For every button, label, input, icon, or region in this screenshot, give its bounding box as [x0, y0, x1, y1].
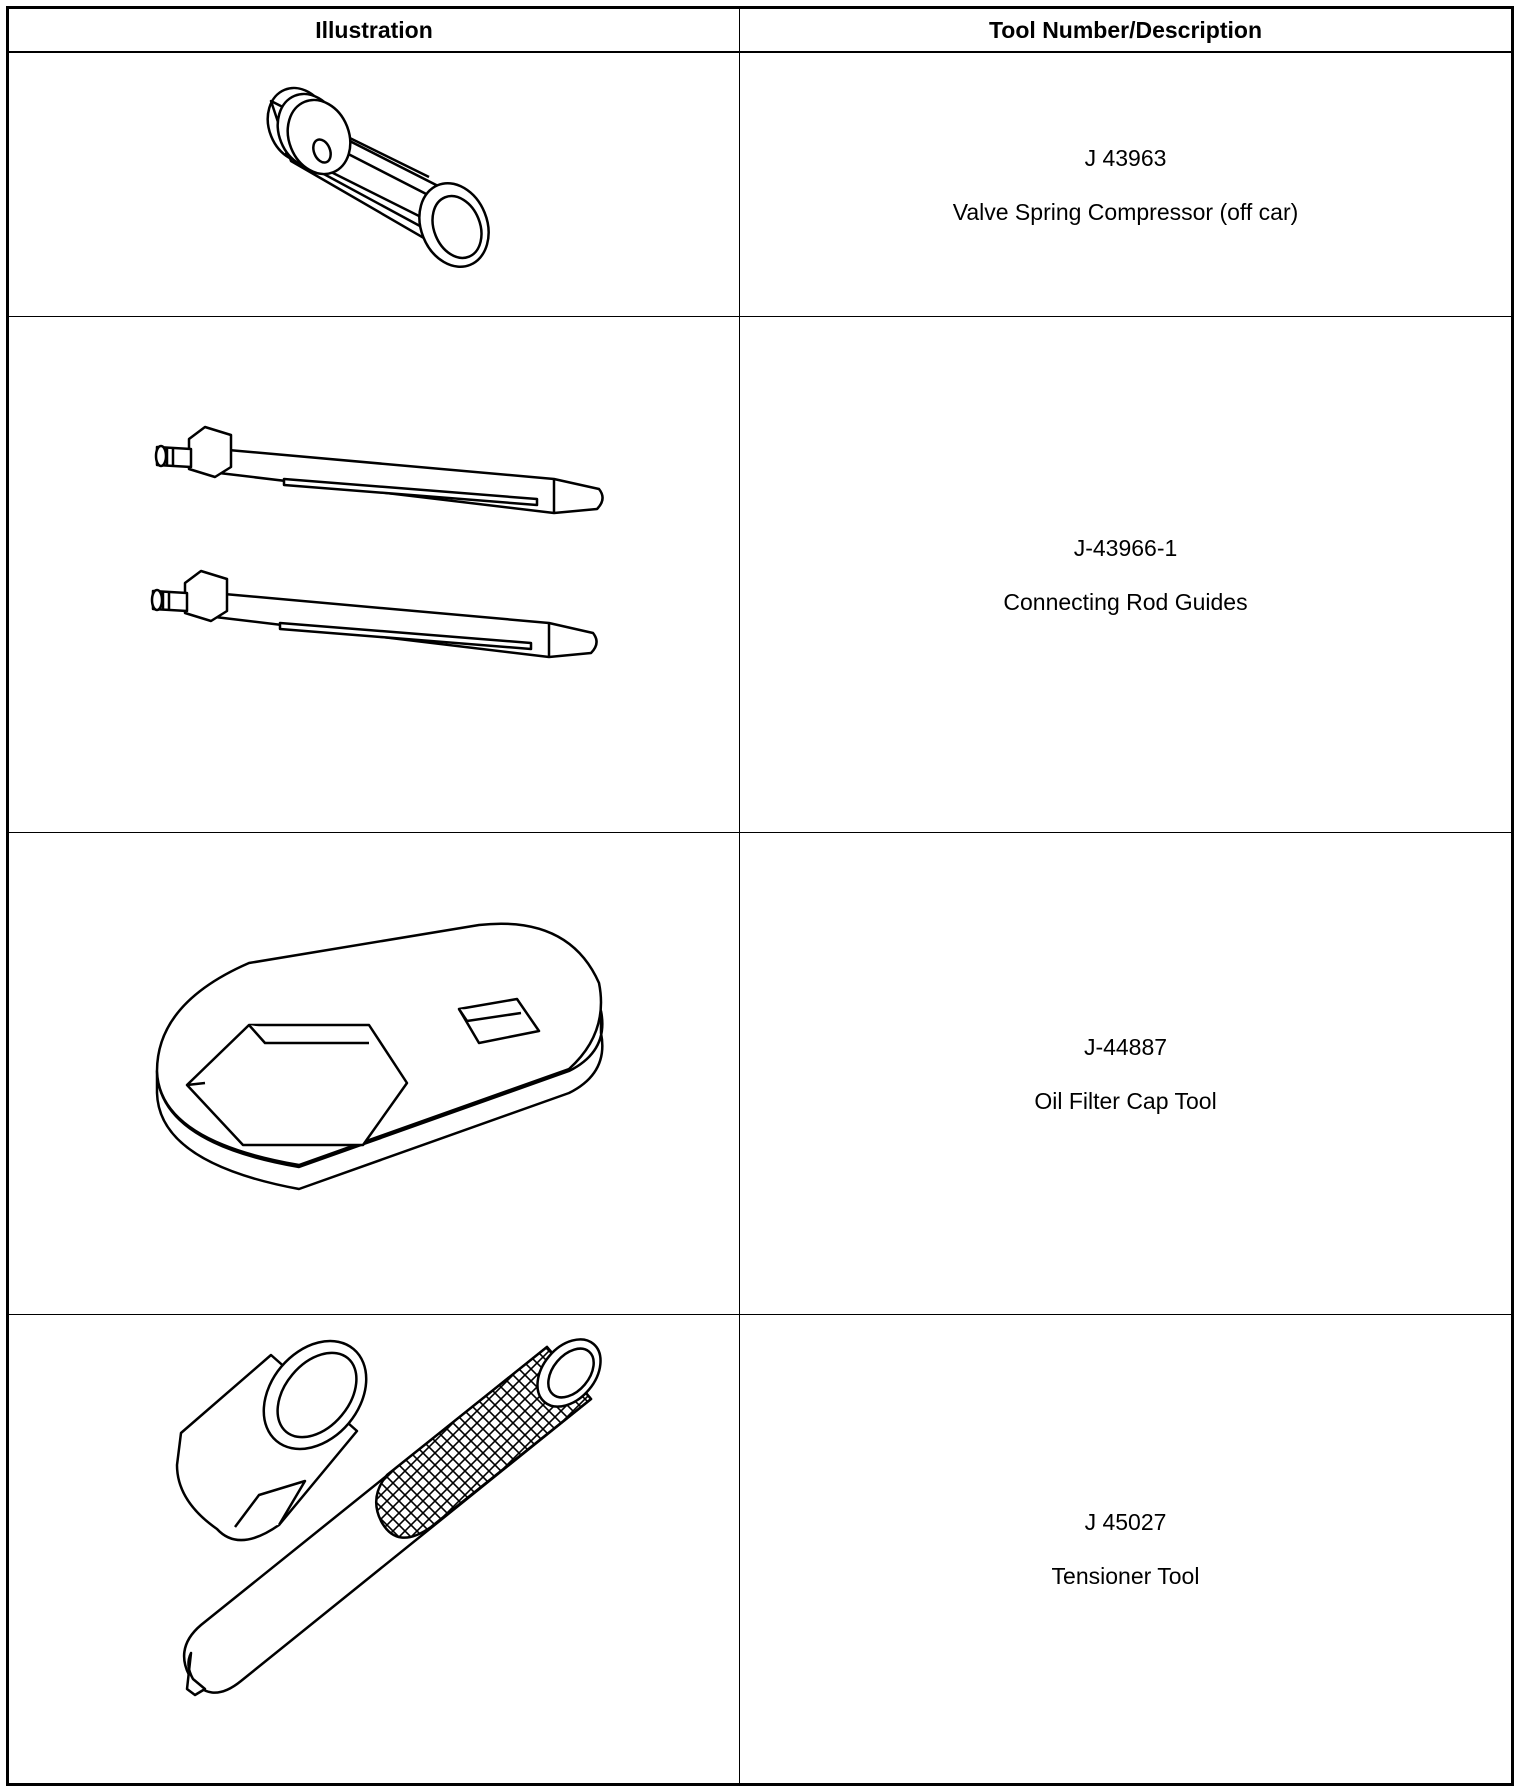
tool-number: J 45027 [1084, 1509, 1167, 1535]
tool-description-cell [740, 833, 1511, 1314]
tool-description: Connecting Rod Guides [1003, 588, 1248, 615]
tool-number: J-43966-1 [1073, 534, 1178, 561]
tool-number: J 43963 [1084, 144, 1167, 171]
table-row [9, 1315, 1511, 1783]
tool-description-cell [740, 53, 1511, 316]
tools-table [6, 6, 1514, 1786]
table-row [9, 53, 1511, 317]
tensioner-tool-icon [9, 1315, 739, 1783]
tool-description: Oil Filter Cap Tool [1034, 1087, 1217, 1114]
tool-number: J-44887 [1083, 1033, 1168, 1060]
tool-description-cell [740, 1315, 1511, 1783]
tool-description: Valve Spring Compressor (off car) [952, 198, 1299, 225]
table-header [9, 9, 1511, 53]
tool-description-cell [740, 317, 1511, 832]
header-illustration: Illustration [315, 17, 433, 43]
header-tool-description: Tool Number/Description [988, 17, 1263, 43]
table-row [9, 833, 1511, 1315]
table-row [9, 317, 1511, 833]
connecting-rod-guides-icon [9, 317, 739, 832]
tool-description: Tensioner Tool [1051, 1563, 1200, 1589]
oil-filter-cap-tool-icon [9, 833, 739, 1314]
valve-spring-compressor-icon [9, 53, 739, 316]
